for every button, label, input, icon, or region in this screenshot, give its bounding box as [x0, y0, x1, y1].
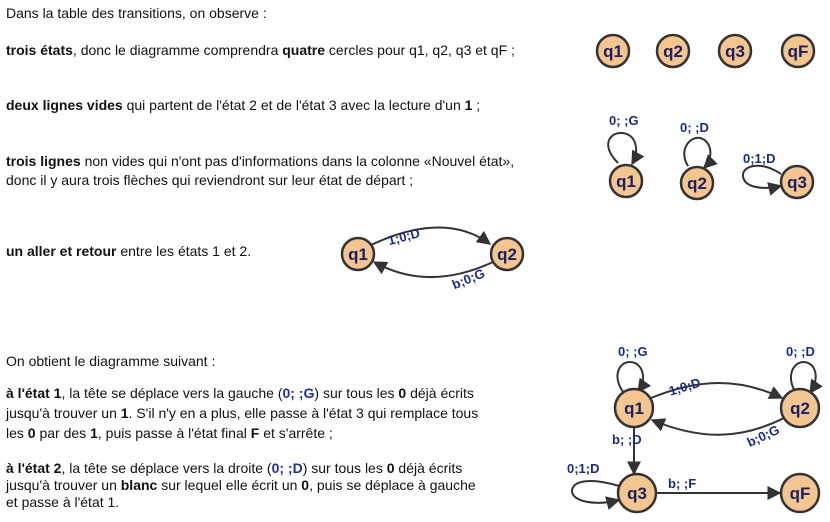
loops-paragraph: trois lignes non vides qui n'ont pas d'informations dans la colonne «Nouvel état», donc il y aura trois flèches qui reviendront sur leur état de départ ; [6, 153, 515, 188]
svg-text:0; ;D: 0; ;D [786, 344, 815, 359]
roundtrip-diagram [342, 225, 523, 292]
state-qF-circle [782, 35, 814, 67]
state1-paragraph: à l'état 1, la tête se déplace vers la gauche (0; ;G) sur tous les 0 déjà écrits jusqu'à trouver un 1. S'il n'y en a plus, elle passe à l'état 3 qui remplace tous les 0 par des 1, puis passe à l'état final F et s'arrête ; [6, 385, 479, 441]
loop-q2 [680, 120, 713, 199]
roundtrip-paragraph: un aller et retour entre les états 1 et 2. [6, 243, 252, 259]
svg-text:0; ;G: 0; ;G [609, 113, 639, 128]
svg-text:qF: qF [789, 484, 811, 503]
state-q2-circle [657, 35, 689, 67]
svg-text:1;0;D: 1;0;D [666, 374, 703, 399]
svg-text:q2: q2 [497, 245, 517, 264]
loop-q3 [743, 151, 813, 198]
final-diagram [567, 344, 819, 512]
svg-text:q1: q1 [624, 399, 644, 418]
svg-text:q3: q3 [627, 484, 647, 503]
svg-text:q1: q1 [616, 172, 636, 191]
state2-paragraph: à l'état 2, la tête se déplace vers la droite (0; ;D) sur tous les 0 déjà écrits jusqu'à trouver un blanc sur lequel elle écrit un 0, puis se déplace à gauche et passe à l'état 1. [6, 460, 476, 510]
svg-text:b; ;F: b; ;F [668, 476, 697, 491]
svg-text:q2: q2 [790, 399, 810, 418]
svg-text:b; ;D: b; ;D [612, 432, 642, 447]
states-row [597, 35, 814, 67]
svg-text:q2: q2 [663, 42, 683, 61]
svg-text:b;0;G: b;0;G [449, 265, 487, 293]
loop-q1 [608, 113, 642, 197]
svg-text:b;0;G: b;0;G [744, 421, 782, 450]
svg-text:q2: q2 [687, 174, 707, 193]
states-paragraph: trois états, donc le diagramme comprendra quatre cercles pour q1, q2, q3 et qF ; [6, 42, 515, 58]
svg-text:0; ;D: 0; ;D [680, 120, 709, 135]
svg-text:1;0;D: 1;0;D [386, 225, 422, 249]
svg-text:0;1;D: 0;1;D [743, 151, 776, 166]
svg-text:q1: q1 [603, 42, 623, 61]
svg-text:q3: q3 [725, 42, 745, 61]
intro-text: Dans la table des transitions, on observe : [6, 5, 267, 21]
svg-text:q3: q3 [787, 173, 807, 192]
empty-lines-paragraph: deux lignes vides qui partent de l'état 2 et de l'état 3 avec la lecture d'un 1 ; [6, 97, 481, 113]
state-q3-circle [719, 35, 751, 67]
svg-text:0; ;G: 0; ;G [618, 344, 648, 359]
svg-text:0;1;D: 0;1;D [567, 461, 600, 476]
svg-text:qF: qF [787, 42, 809, 61]
result-intro-text: On obtient le diagramme suivant : [6, 353, 216, 369]
state-q1-circle [597, 35, 629, 67]
svg-text:q1: q1 [348, 245, 368, 264]
